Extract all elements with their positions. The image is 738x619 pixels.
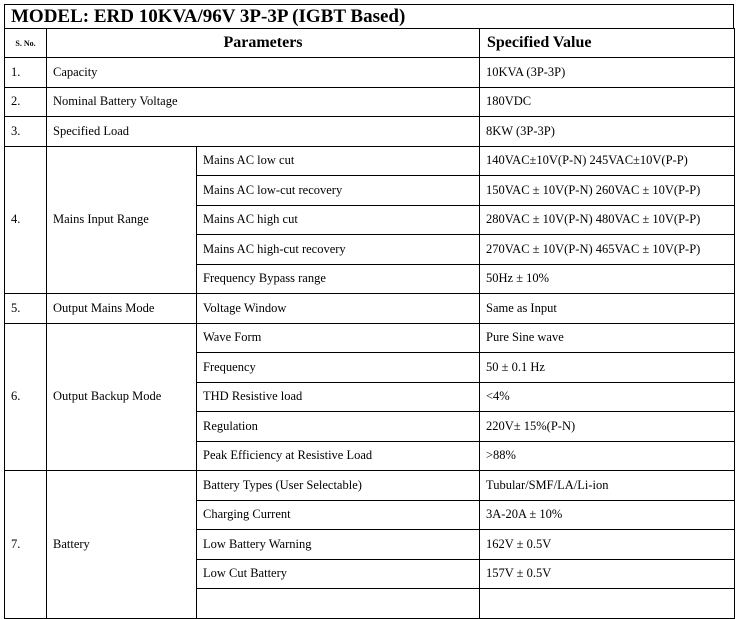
sub-parameter: THD Resistive load bbox=[197, 382, 480, 412]
sub-parameter: Low Cut Battery bbox=[197, 559, 480, 589]
row-value: 220V± 15%(P-N) bbox=[480, 412, 735, 442]
row-value: <4% bbox=[480, 382, 735, 412]
sub-parameter: Regulation bbox=[197, 412, 480, 442]
row-value bbox=[480, 589, 735, 619]
table-header-row bbox=[5, 29, 735, 58]
row-value: Same as Input bbox=[480, 294, 735, 324]
row-sno: 1. bbox=[5, 58, 47, 88]
sub-parameter: Battery Types (User Selectable) bbox=[197, 471, 480, 501]
table-row bbox=[5, 471, 735, 501]
group-sno: 4. bbox=[5, 146, 47, 294]
sub-parameter: Voltage Window bbox=[197, 294, 480, 324]
table-row bbox=[5, 294, 735, 324]
group-sno: 7. bbox=[5, 471, 47, 619]
group-parameter: Output Backup Mode bbox=[47, 323, 197, 471]
row-value: Tubular/SMF/LA/Li-ion bbox=[480, 471, 735, 501]
table-row bbox=[5, 58, 735, 88]
sub-parameter: Wave Form bbox=[197, 323, 480, 353]
row-sno: 3. bbox=[5, 117, 47, 147]
group-parameter: Battery bbox=[47, 471, 197, 619]
row-value: 180VDC bbox=[480, 87, 735, 117]
table-row bbox=[5, 117, 735, 147]
sub-parameter: Frequency bbox=[197, 353, 480, 383]
table-row bbox=[5, 146, 735, 176]
row-parameter: Specified Load bbox=[47, 117, 480, 147]
row-value: 50Hz ± 10% bbox=[480, 264, 735, 294]
sub-parameter: Mains AC low-cut recovery bbox=[197, 176, 480, 206]
group-parameter: Output Mains Mode bbox=[47, 294, 197, 324]
sub-parameter: Mains AC high cut bbox=[197, 205, 480, 235]
row-value: 10KVA (3P-3P) bbox=[480, 58, 735, 88]
row-value: 157V ± 0.5V bbox=[480, 559, 735, 589]
page-title: MODEL: ERD 10KVA/96V 3P-3P (IGBT Based) bbox=[4, 4, 734, 28]
header-specified-value: Specified Value bbox=[480, 29, 735, 58]
row-value: 150VAC ± 10V(P-N) 260VAC ± 10V(P-P) bbox=[480, 176, 735, 206]
sub-parameter: Peak Efficiency at Resistive Load bbox=[197, 441, 480, 471]
table-row bbox=[5, 323, 735, 353]
row-value: Pure Sine wave bbox=[480, 323, 735, 353]
row-value: 8KW (3P-3P) bbox=[480, 117, 735, 147]
sub-parameter: Mains AC high-cut recovery bbox=[197, 235, 480, 265]
spec-table bbox=[4, 28, 735, 619]
row-value: 280VAC ± 10V(P-N) 480VAC ± 10V(P-P) bbox=[480, 205, 735, 235]
row-value: >88% bbox=[480, 441, 735, 471]
sub-parameter: Frequency Bypass range bbox=[197, 264, 480, 294]
row-sno: 2. bbox=[5, 87, 47, 117]
row-value: 140VAC±10V(P-N) 245VAC±10V(P-P) bbox=[480, 146, 735, 176]
row-value: 162V ± 0.5V bbox=[480, 530, 735, 560]
sub-parameter: Mains AC low cut bbox=[197, 146, 480, 176]
group-parameter: Mains Input Range bbox=[47, 146, 197, 294]
spec-sheet bbox=[4, 4, 734, 619]
group-sno: 5. bbox=[5, 294, 47, 324]
group-sno: 6. bbox=[5, 323, 47, 471]
header-parameters: Parameters bbox=[47, 29, 480, 58]
row-parameter: Nominal Battery Voltage bbox=[47, 87, 480, 117]
sub-parameter bbox=[197, 589, 480, 619]
row-value: 270VAC ± 10V(P-N) 465VAC ± 10V(P-P) bbox=[480, 235, 735, 265]
sub-parameter: Low Battery Warning bbox=[197, 530, 480, 560]
row-parameter: Capacity bbox=[47, 58, 480, 88]
table-row bbox=[5, 87, 735, 117]
header-sno: S. No. bbox=[5, 29, 47, 58]
row-value: 3A-20A ± 10% bbox=[480, 500, 735, 530]
row-value: 50 ± 0.1 Hz bbox=[480, 353, 735, 383]
sub-parameter: Charging Current bbox=[197, 500, 480, 530]
